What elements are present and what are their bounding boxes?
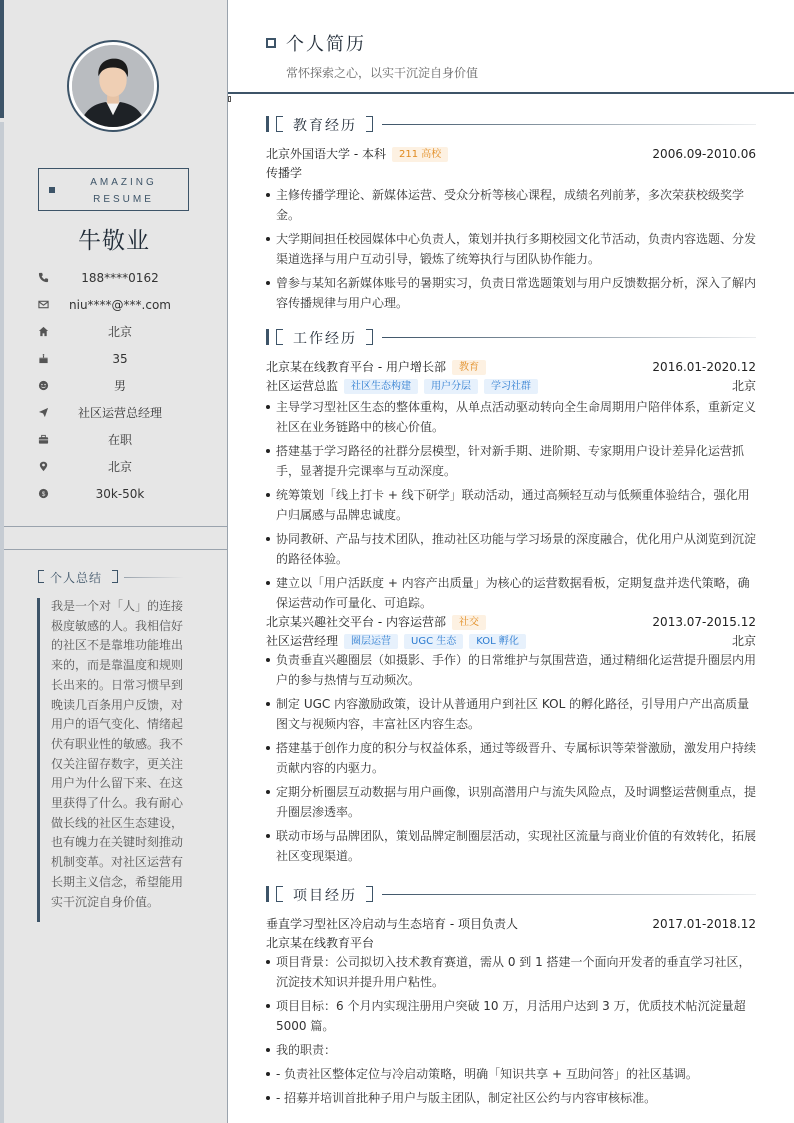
bracket-right-icon xyxy=(366,116,373,132)
skill-tag: 圈层运营 xyxy=(344,634,398,649)
send-icon xyxy=(38,407,49,418)
list-item: 曾参与某知名新媒体账号的暑期实习，负责日常选题策划与用户反馈数据分析，深入了解内容传播规律与用户心理。 xyxy=(266,273,756,313)
job-role-row xyxy=(266,632,756,651)
list-item: 项目目标：6 个月内实现注册用户突破 10 万，月活用户达到 3 万，优质技术帖沉淀量超 5000 篇。 xyxy=(266,996,756,1036)
home-icon xyxy=(38,326,49,337)
page-subtitle: 常怀探索之心，以实干沉淀自身价值 xyxy=(286,66,479,80)
project-entry-header xyxy=(266,915,756,934)
age: 35 xyxy=(112,351,128,366)
info-row-hometown xyxy=(0,318,228,345)
badge-square-icon xyxy=(49,187,55,193)
project-date: 2017.01-2018.12 xyxy=(652,917,756,931)
industry-tag: 社交 xyxy=(452,615,486,630)
summary-title: 个人总结 xyxy=(50,571,103,585)
gender: 男 xyxy=(113,379,126,393)
list-item: 制定 UGC 内容激励政策，设计从普通用户到社区 KOL 的孵化路径，引导用户产出高质量图文与视频内容，丰富社区内容生态。 xyxy=(266,694,756,734)
resume-badge xyxy=(38,168,189,211)
badge-line-1: AMAZING xyxy=(90,177,157,188)
project-org: 北京某在线教育平台 xyxy=(266,936,375,950)
company-name: 北京某兴趣社交平台 - 内容运营部 xyxy=(266,615,446,629)
briefcase-icon xyxy=(38,434,49,445)
title-square-icon xyxy=(266,38,276,48)
section-heading xyxy=(266,886,756,906)
mail-icon xyxy=(38,299,49,310)
job-city: 北京 xyxy=(731,379,756,393)
job-role: 社区运营总监 xyxy=(266,379,339,393)
info-row-email xyxy=(0,291,228,318)
education-date: 2006.09-2010.06 xyxy=(652,147,756,161)
target-position: 社区运营总经理 xyxy=(77,406,162,420)
section-heading xyxy=(266,329,756,349)
sidebar-divider xyxy=(4,549,227,550)
company-name: 北京某在线教育平台 - 用户增长部 xyxy=(266,360,446,374)
list-item: 我的职责： xyxy=(266,1040,756,1060)
page-title: 个人简历 xyxy=(286,34,366,55)
job-bullets xyxy=(266,397,756,613)
industry-tag: 教育 xyxy=(452,360,486,375)
skill-tag: 社区生态构建 xyxy=(344,379,418,394)
skill-tag: KOL 孵化 xyxy=(469,634,526,649)
profile-photo xyxy=(72,45,154,127)
expected-salary: 30k-50k xyxy=(95,486,145,501)
candidate-name: 牛敬业 xyxy=(78,228,150,254)
project-name: 垂直学习型社区冷启动与生态培育 - 项目负责人 xyxy=(266,917,518,931)
summary-text: 我是一个对「人」的连接极度敏感的人。我相信好的社区不是靠堆功能堆出来的，而是靠温度和规则长出来的。日常习惯早到晚读几百条用户反馈，对用户的语气变化、情绪起伏有职业性的敏感。我不仅关注留存数字，更关注用户为什么留下来、在这里获得了什么。我有耐心做长线的社区生态建设，也有魄力在关键时刻推动机制变革。对社区运营有长期主义信念，希望能用实干沉淀自身价值。 xyxy=(51,599,184,909)
location-icon xyxy=(38,461,49,472)
info-row-gender xyxy=(0,372,228,399)
list-item: 主导学习型社区生态的整体重构，从单点活动驱动转向全生命周期用户陪伴体系，重新定义社区在业务链路中的核心价值。 xyxy=(266,397,756,437)
job-entry-header xyxy=(266,613,756,632)
list-item: 定期分析圈层互动数据与用户画像，识别高潜用户与流失风险点，及时调整运营侧重点，提升圈层渗透率。 xyxy=(266,782,756,822)
job-role-row xyxy=(266,377,756,396)
bracket-left-icon xyxy=(276,116,283,132)
main-content xyxy=(228,0,794,1123)
list-item: 搭建基于创作力度的积分与权益体系，通过等级晋升、专属标识等荣誉激励，激发用户持续贡献内容的内驱力。 xyxy=(266,738,756,778)
info-row-age xyxy=(0,345,228,372)
heading-bar xyxy=(266,116,269,132)
list-item: 负责垂直兴趣圈层（如摄影、手作）的日常维护与氛围营造，通过精细化运营提升圈层内用户的参与热情与互动频次。 xyxy=(266,650,756,690)
bracket-right-icon xyxy=(366,886,373,902)
list-item: 主修传播学理论、新媒体运营、受众分析等核心课程，成绩名列前茅，多次荣获校级奖学金。 xyxy=(266,185,756,225)
sidebar-divider xyxy=(4,526,227,527)
bracket-right-icon xyxy=(112,570,118,583)
page-marker xyxy=(228,96,231,102)
education-entry-header xyxy=(266,145,756,164)
skill-tag: 学习社群 xyxy=(484,379,538,394)
list-item: 协同教研、产品与技术团队，推动社区功能与学习场景的深度融合，优化用户从浏览到沉淀的路径体验。 xyxy=(266,529,756,569)
bracket-left-icon xyxy=(276,886,283,902)
school-name: 北京外国语大学 - 本科 xyxy=(266,147,386,161)
sidebar-accent-bar xyxy=(0,0,4,118)
employment-status: 在职 xyxy=(107,433,132,447)
summary-heading xyxy=(38,569,188,585)
bracket-right-icon xyxy=(366,329,373,345)
summary-heading-rule xyxy=(124,577,184,578)
list-item: 搭建基于学习路径的社群分层模型，针对新手期、进阶期、专家期用户设计差异化运营抓手，显著提升完课率与互动深度。 xyxy=(266,441,756,481)
heading-rule xyxy=(382,894,756,895)
education-major-row xyxy=(266,164,756,183)
info-row-salary xyxy=(0,480,228,507)
job-date: 2016.01-2020.12 xyxy=(652,360,756,374)
list-item: 统筹策划「线上打卡 + 线下研学」联动活动，通过高频轻互动与低频重体验结合，强化用户归属感与品牌忠诚度。 xyxy=(266,485,756,525)
heading-bar xyxy=(266,329,269,345)
major: 传播学 xyxy=(266,166,303,180)
phone-number: 188****0162 xyxy=(81,270,159,285)
school-tag: 211 高校 xyxy=(392,147,448,162)
heading-bar xyxy=(266,886,269,902)
hometown: 北京 xyxy=(107,325,132,339)
education-bullets xyxy=(266,185,756,313)
list-item: - 负责社区整体定位与冷启动策略，明确「知识共享 + 互助问答」的社区基调。 xyxy=(266,1064,756,1084)
contact-info-list xyxy=(0,264,228,507)
list-item: - 招募并培训首批种子用户与版主团队，制定社区公约与内容审核标准。 xyxy=(266,1088,756,1108)
svg-text:$: $ xyxy=(41,490,46,498)
email-address: niu****@***.com xyxy=(69,297,171,312)
sidebar xyxy=(0,0,228,1123)
section-title: 工作经历 xyxy=(293,331,357,347)
coin-icon xyxy=(38,488,49,499)
project-section xyxy=(266,886,756,1112)
bracket-left-icon xyxy=(38,570,44,583)
job-role: 社区运营经理 xyxy=(266,634,339,648)
bracket-left-icon xyxy=(276,329,283,345)
job-entry-header xyxy=(266,358,756,377)
job-bullets xyxy=(266,650,756,866)
badge-line-2: RESUME xyxy=(93,194,154,205)
avatar xyxy=(67,40,159,132)
cake-icon xyxy=(38,353,49,364)
job-city: 北京 xyxy=(731,634,756,648)
summary-quote-bar xyxy=(37,598,40,922)
section-title: 项目经历 xyxy=(293,888,357,904)
list-item: 建立以「用户活跃度 + 内容产出质量」为核心的运营数据看板，定期复盘并迭代策略，确保运营动作可量化、可追踪。 xyxy=(266,573,756,613)
heading-rule xyxy=(382,337,756,338)
face-icon xyxy=(38,380,49,391)
skill-tag: UGC 生态 xyxy=(404,634,463,649)
list-item: 大学期间担任校园媒体中心负责人，策划并执行多期校园文化节活动，负责内容选题、分发渠道选择与用户互动引导，锻炼了统筹执行与团队协作能力。 xyxy=(266,229,756,269)
desired-city: 北京 xyxy=(107,460,132,474)
project-org-row xyxy=(266,934,756,953)
education-section xyxy=(266,116,756,317)
section-title: 教育经历 xyxy=(293,118,357,134)
job-date: 2013.07-2015.12 xyxy=(652,615,756,629)
info-row-city xyxy=(0,453,228,480)
info-row-status xyxy=(0,426,228,453)
phone-icon xyxy=(38,272,49,283)
skill-tag: 用户分层 xyxy=(424,379,478,394)
info-row-phone xyxy=(0,264,228,291)
list-item: 联动市场与品牌团队，策划品牌定制圈层活动，实现社区流量与商业价值的有效转化，拓展社区变现渠道。 xyxy=(266,826,756,866)
list-item: 项目背景：公司拟切入技术教育赛道，需从 0 到 1 搭建一个面向开发者的垂直学习社区，沉淀技术知识并提升用户粘性。 xyxy=(266,952,756,992)
work-section xyxy=(266,329,756,870)
info-row-target-position xyxy=(0,399,228,426)
project-bullets xyxy=(266,952,756,1108)
header-divider xyxy=(228,92,794,94)
heading-rule xyxy=(382,124,756,125)
section-heading xyxy=(266,116,756,136)
